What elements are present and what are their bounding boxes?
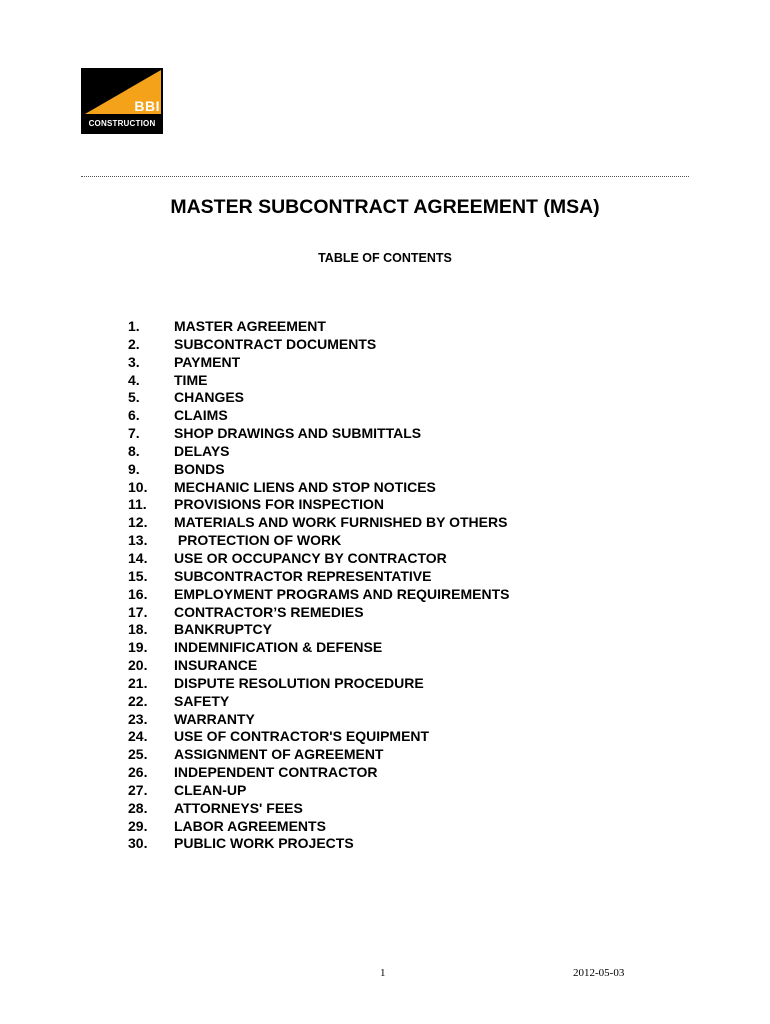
- toc-item: [0, 621, 770, 639]
- toc-item-label: CHANGES: [174, 389, 245, 406]
- toc-item-label: INSURANCE: [174, 657, 258, 674]
- toc-item-label: TIME: [174, 371, 208, 388]
- toc-item-label: ATTORNEYS' FEES: [174, 799, 303, 816]
- toc-item-label: SAFETY: [174, 692, 230, 709]
- toc-item-number: 9.: [128, 460, 140, 477]
- toc-item-label: MECHANIC LIENS AND STOP NOTICES: [174, 478, 436, 495]
- toc-item: [0, 675, 770, 693]
- toc-item-label: PAYMENT: [174, 353, 241, 370]
- toc-item-number: 30.: [128, 835, 148, 852]
- toc-item: [0, 728, 770, 746]
- toc-item-label: USE OR OCCUPANCY BY CONTRACTOR: [174, 549, 447, 566]
- toc-item: [0, 550, 770, 568]
- toc-item: [0, 318, 770, 336]
- toc-item-number: 29.: [128, 817, 148, 834]
- toc-item-number: 4.: [128, 371, 140, 388]
- toc-item: [0, 336, 770, 354]
- document-title: MASTER SUBCONTRACT AGREEMENT (MSA): [170, 196, 600, 218]
- toc-item-number: 25.: [128, 746, 148, 763]
- toc-item-label: MATERIALS AND WORK FURNISHED BY OTHERS: [174, 514, 508, 531]
- toc-item-number: 1.: [128, 318, 140, 334]
- toc-item: [0, 425, 770, 443]
- toc-item: [0, 479, 770, 497]
- toc-item-number: 23.: [128, 710, 148, 727]
- toc-item-number: 13.: [128, 532, 148, 549]
- toc-item-number: 5.: [128, 389, 140, 406]
- toc-item-label: DELAYS: [174, 442, 230, 459]
- header-divider: [81, 176, 689, 177]
- toc-item-label: INDEPENDENT CONTRACTOR: [174, 764, 378, 781]
- toc-item: [0, 657, 770, 675]
- toc-item-label: SUBCONTRACT DOCUMENTS: [174, 335, 377, 352]
- toc-item-label: CLEAN-UP: [174, 781, 247, 798]
- toc-item-label: PROVISIONS FOR INSPECTION: [174, 496, 385, 513]
- toc-item-label: BONDS: [174, 460, 225, 477]
- toc-item-number: 20.: [128, 657, 148, 674]
- toc-item-number: 3.: [128, 353, 140, 370]
- toc-item-number: 16.: [128, 585, 148, 602]
- toc-item-number: 21.: [128, 674, 148, 691]
- toc-item-label: CONTRACTOR’S REMEDIES: [174, 603, 364, 620]
- toc-item-number: 18.: [128, 621, 148, 638]
- toc-item-label: PUBLIC WORK PROJECTS: [174, 835, 354, 852]
- toc-item-number: 2.: [128, 335, 140, 352]
- toc-item: [0, 568, 770, 586]
- toc-item-number: 19.: [128, 639, 148, 656]
- toc-item: [0, 764, 770, 782]
- toc-item-number: 14.: [128, 549, 148, 566]
- toc-item-label: INDEMNIFICATION & DEFENSE: [174, 639, 383, 656]
- toc-item: [0, 514, 770, 532]
- toc-item-label: MASTER AGREEMENT: [174, 318, 326, 334]
- toc-item-number: 10.: [128, 478, 148, 495]
- toc-item-label: BANKRUPTCY: [174, 621, 272, 638]
- toc-item: [0, 639, 770, 657]
- toc-item-number: 22.: [128, 692, 148, 709]
- table-of-contents: [0, 318, 770, 853]
- toc-item: [0, 782, 770, 800]
- toc-item-number: 24.: [128, 728, 148, 745]
- toc-item-number: 27.: [128, 781, 148, 798]
- toc-item-number: 6.: [128, 407, 140, 424]
- logo-brand: BBI: [134, 98, 160, 114]
- toc-item-number: 26.: [128, 764, 148, 781]
- toc-item: [0, 746, 770, 764]
- toc-heading: TABLE OF CONTENTS: [318, 251, 452, 265]
- toc-item-label: CLAIMS: [174, 407, 228, 424]
- logo-subtitle: CONSTRUCTION: [88, 119, 156, 128]
- toc-item: [0, 711, 770, 729]
- toc-item: [0, 693, 770, 711]
- toc-item: [0, 407, 770, 425]
- toc-item: [0, 389, 770, 407]
- toc-item: [0, 604, 770, 622]
- toc-item: [0, 372, 770, 390]
- toc-item-number: 8.: [128, 442, 140, 459]
- toc-item: [0, 496, 770, 514]
- toc-item-number: 11.: [128, 496, 147, 513]
- toc-item: [0, 835, 770, 853]
- toc-item: [0, 586, 770, 604]
- toc-item-label: ASSIGNMENT OF AGREEMENT: [174, 746, 384, 763]
- toc-item: [0, 443, 770, 461]
- toc-item-number: 15.: [128, 567, 148, 584]
- toc-item: [0, 354, 770, 372]
- toc-item-label: SUBCONTRACTOR REPRESENTATIVE: [174, 567, 432, 584]
- toc-item-label: PROTECTION OF WORK: [174, 532, 342, 549]
- toc-item-label: EMPLOYMENT PROGRAMS AND REQUIREMENTS: [174, 585, 510, 602]
- page-number: 1: [380, 967, 386, 979]
- toc-item: [0, 818, 770, 836]
- toc-item-label: USE OF CONTRACTOR'S EQUIPMENT: [174, 728, 430, 745]
- toc-item-label: SHOP DRAWINGS AND SUBMITTALS: [174, 425, 422, 442]
- toc-item-label: WARRANTY: [174, 710, 255, 727]
- footer-date: 2012-05-03: [573, 967, 625, 979]
- toc-item: [0, 461, 770, 479]
- toc-item-number: 17.: [128, 603, 148, 620]
- toc-item-number: 12.: [128, 514, 148, 531]
- toc-item-number: 28.: [128, 799, 148, 816]
- toc-item-label: DISPUTE RESOLUTION PROCEDURE: [174, 674, 424, 691]
- toc-item-label: LABOR AGREEMENTS: [174, 817, 326, 834]
- toc-item-number: 7.: [128, 425, 140, 442]
- toc-item: [0, 800, 770, 818]
- toc-item: [0, 532, 770, 550]
